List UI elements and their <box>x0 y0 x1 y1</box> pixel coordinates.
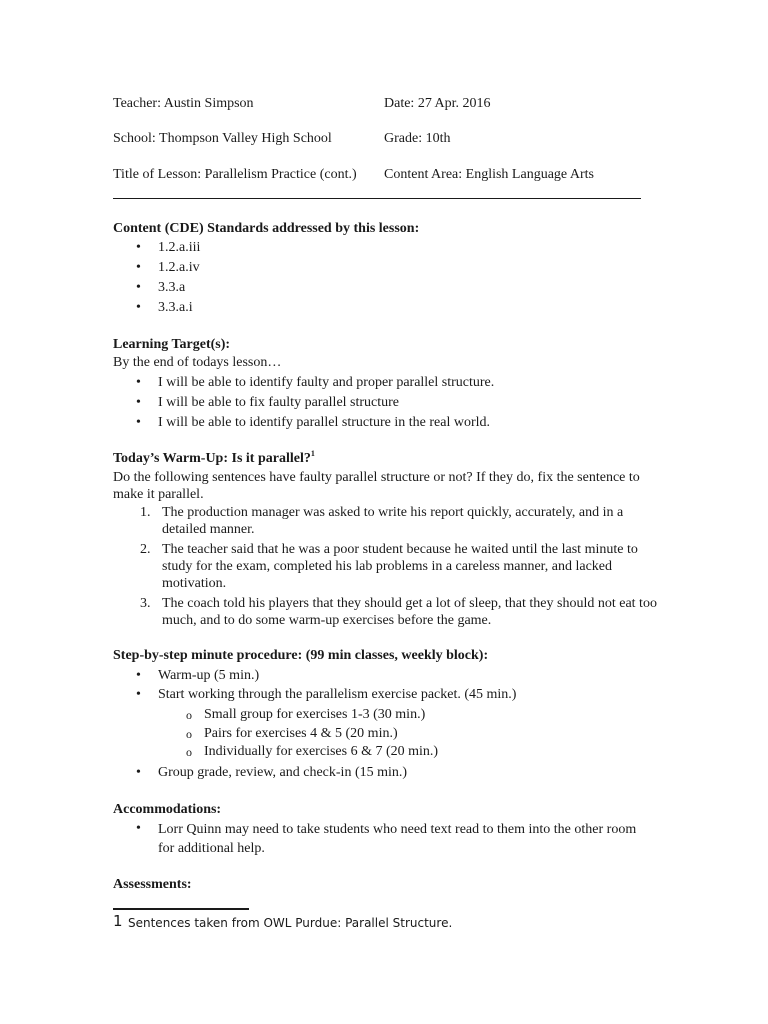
bullet-icon: • <box>136 415 141 430</box>
accommodation-item: Lorr Quinn may need to take students who need text read to them into the other room for additional help. <box>158 822 637 856</box>
sub-bullet-icon: o <box>186 708 192 722</box>
sub-bullet-icon: o <box>186 727 192 741</box>
bullet-icon: • <box>136 260 141 275</box>
sub-bullet-icon: o <box>186 745 192 759</box>
procedure-item: Warm-up (5 min.) <box>158 668 260 683</box>
list-number: 1. <box>140 505 151 520</box>
bullet-icon: • <box>136 668 141 683</box>
lesson-title: Title of Lesson: Parallelism Practice (cont.) <box>113 167 357 182</box>
procedure-subitem: Individually for exercises 6 & 7 (20 min.) <box>204 744 439 759</box>
bullet-icon: • <box>136 765 141 780</box>
footnote-divider <box>113 908 249 910</box>
targets-intro: By the end of todays lesson… <box>113 355 282 370</box>
target-item: I will be able to identify faulty and proper parallel structure. <box>158 375 495 390</box>
warmup-item: The coach told his players that they should get a lot of sleep, that they should not eat too much, and to do some warm-up exercises before the game. <box>162 596 657 628</box>
procedure-subitem: Small group for exercises 1-3 (30 min.) <box>204 707 426 722</box>
procedure-item: Start working through the parallelism exercise packet. (45 min.) <box>158 687 517 702</box>
list-number: 3. <box>140 596 151 611</box>
warmup-heading-text: Today’s Warm-Up: Is it parallel? <box>113 451 311 466</box>
bullet-icon: • <box>136 395 141 410</box>
standard-item: 3.3.a.i <box>158 300 193 315</box>
warmup-intro: Do the following sentences have faulty parallel structure or not? If they do, fix the sentence to make it parallel. <box>113 470 640 502</box>
content-area-label: Content Area: English Language Arts <box>384 167 594 182</box>
list-number: 2. <box>140 542 151 557</box>
procedure-heading: Step-by-step minute procedure: (99 min classes, weekly block): <box>113 648 489 663</box>
teacher-label: Teacher: Austin Simpson <box>113 96 254 111</box>
bullet-icon: • <box>136 240 141 255</box>
bullet-icon: • <box>136 300 141 315</box>
assessments-heading: Assessments: <box>113 877 192 892</box>
footnote-number: 1 <box>113 912 123 930</box>
standard-item: 1.2.a.iv <box>158 260 200 275</box>
procedure-subitem: Pairs for exercises 4 & 5 (20 min.) <box>204 726 398 741</box>
target-item: I will be able to identify parallel structure in the real world. <box>158 415 490 430</box>
standard-item: 3.3.a <box>158 280 186 295</box>
bullet-icon: • <box>136 375 141 390</box>
date-label: Date: 27 Apr. 2016 <box>384 96 491 111</box>
header-divider <box>113 198 641 199</box>
standard-item: 1.2.a.iii <box>158 240 201 255</box>
footnote-text: Sentences taken from OWL Purdue: Parallel Structure. <box>128 916 453 930</box>
grade-label: Grade: 10th <box>384 131 451 146</box>
procedure-item: Group grade, review, and check-in (15 min.) <box>158 765 408 780</box>
target-item: I will be able to fix faulty parallel structure <box>158 395 400 410</box>
bullet-icon: • <box>136 280 141 295</box>
warmup-item: The production manager was asked to write his report quickly, accurately, and in a detailed manner. <box>162 505 624 537</box>
warmup-heading <box>113 450 315 467</box>
standards-heading: Content (CDE) Standards addressed by this lesson: <box>113 221 420 236</box>
bullet-icon: • <box>136 687 141 702</box>
warmup-item: The teacher said that he was a poor student because he waited until the last minute to study for the exam, completed his lab problems in a careless manner, and lacked motivation. <box>162 542 638 591</box>
footnote-reference: 1 <box>310 449 315 458</box>
bullet-icon: • <box>136 821 141 836</box>
accommodations-heading: Accommodations: <box>113 802 222 817</box>
school-label: School: Thompson Valley High School <box>113 131 332 146</box>
targets-heading: Learning Target(s): <box>113 337 231 352</box>
